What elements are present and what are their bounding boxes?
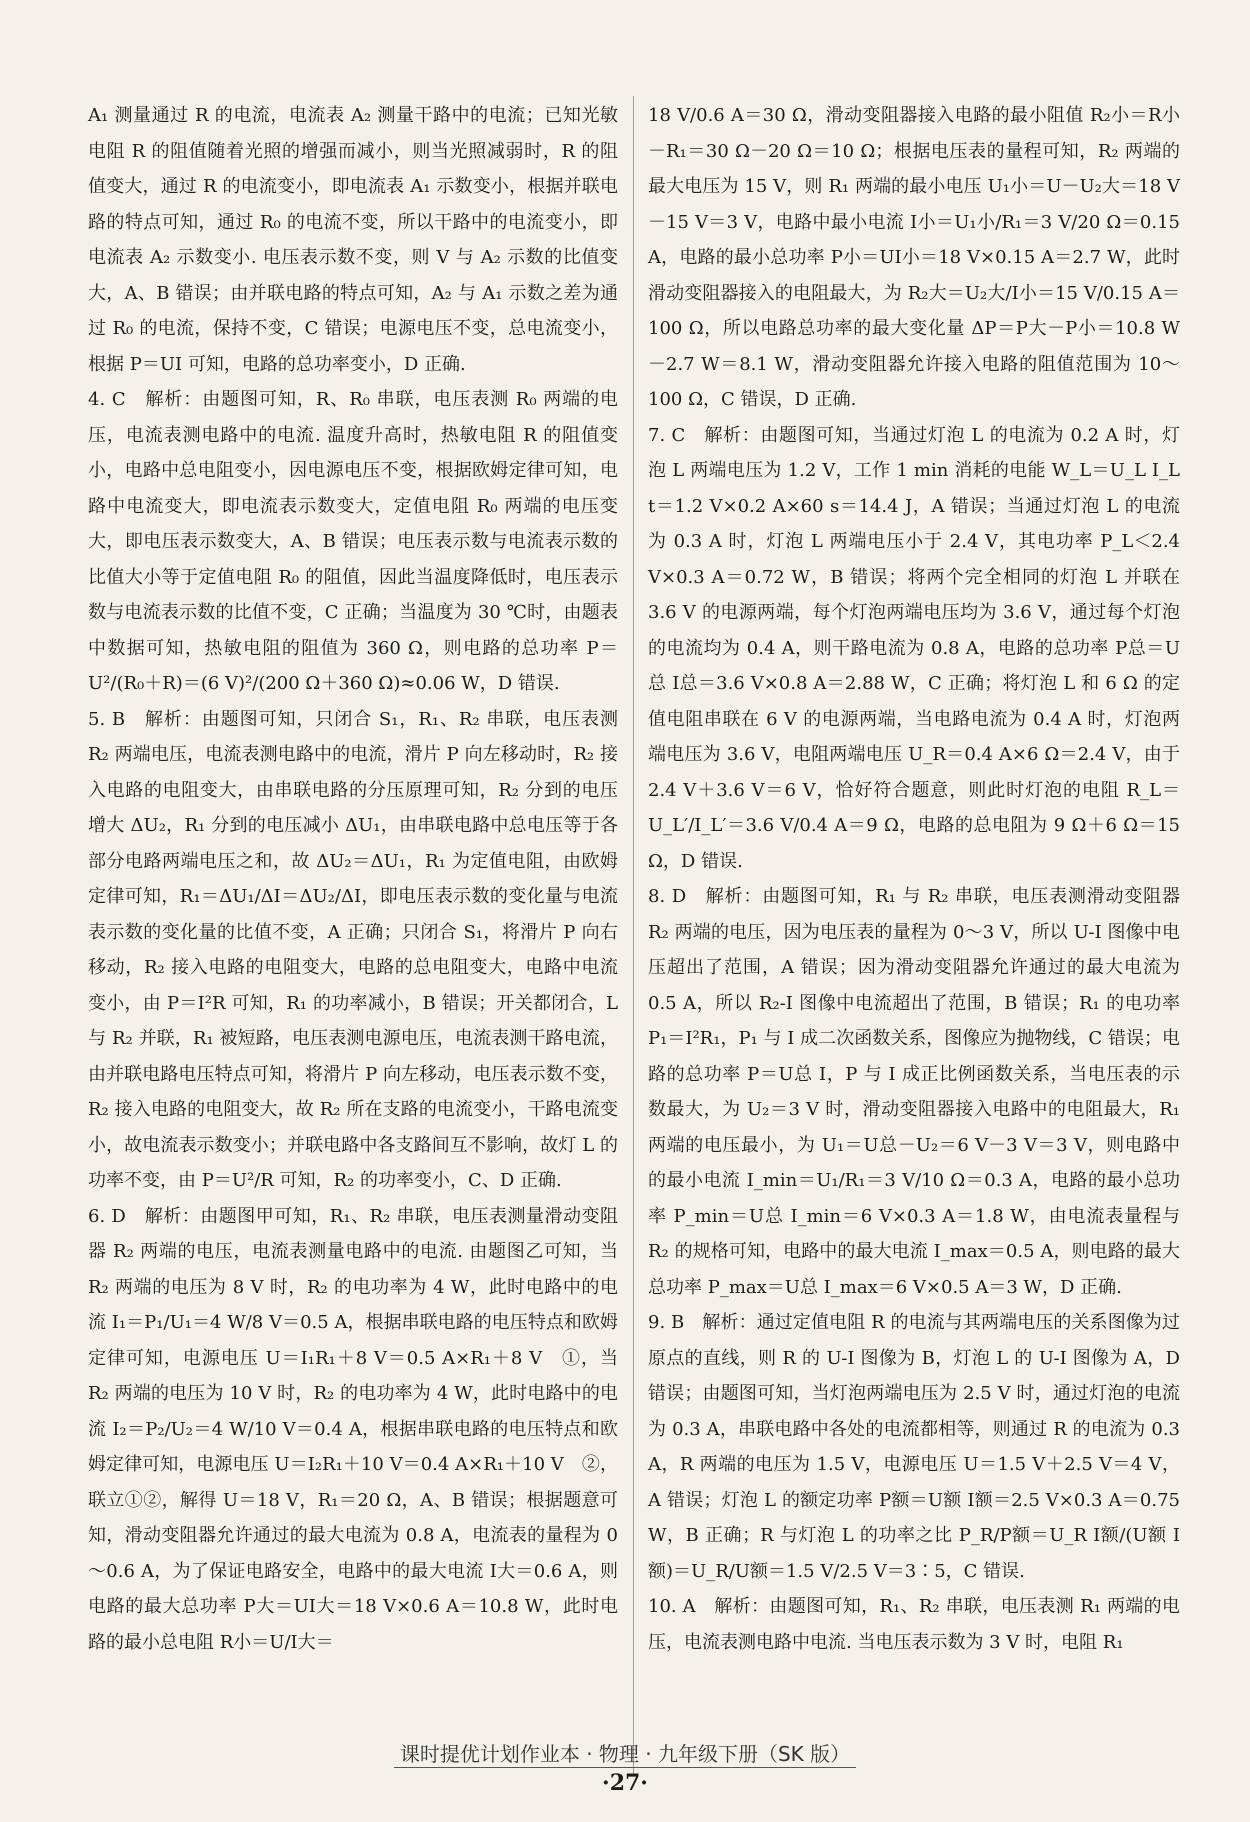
answer-6: 6. D 解析：由题图甲可知，R₁、R₂ 串联，电压表测量滑动变阻器 R₂ 两端的电压，电流表测量电路中的电流. 由题图乙可知，当 R₂ 两端的电压为 8 V 时，R₂ 的电功率为 4 W，此时电路中的电流 I₁＝P₁/U₁＝4 W/8 V＝0.5 A，根据串联电路的电压特点和欧姆定律可知，电源电压 U＝I₁R₁＋8 V＝0.5 A×R₁＋8 V ①，当 R₂ 两端的电压为 10 V 时，R₂ 的电功率为 4 W，此时电路中的电流 I₂＝P₂/U₂＝4 W/10 V＝0.4 A，根据串联电路的电压特点和欧姆定律可知，电源电压 U＝I₂R₁＋10 V＝0.4 A×R₁＋10 V ②，联立①②，解得 U＝18 V，R₁＝20 Ω，A、B 错误；根据题意可知，滑动变阻器允许通过的最大电流为 0.8 A，电流表的量程为 0～0.6 A，为了保证电路安全，电路中的最大电流 I大＝0.6 A，则电路的最大总功率 P大＝UI大＝18 V×0.6 A＝10.8 W，此时电路的最小总电阻 R小＝U/I大＝ [88,1205,618,1653]
column-divider [633,96,634,1776]
answer-6-continued: 18 V/0.6 A＝30 Ω，滑动变阻器接入电路的最小阻值 R₂小＝R小－R₁＝30 Ω－20 Ω＝10 Ω；根据电压表的量程可知，R₂ 两端的最大电压为 15 V，则 R₁ 两端的最小电压 U₁小＝U－U₂大＝18 V－15 V＝3 V，电路中最小电流 I小＝U₁小/R₁＝3 V/20 Ω＝0.15 A，电路的最小总功率 P小＝UI小＝18 V×0.15 A＝2.7 W，此时滑动变阻器接入的电阻最大，为 R₂大＝U₂大/I小＝15 V/0.15 A＝100 Ω，所以电路总功率的最大变化量 ΔP＝P大－P小＝10.8 W－2.7 W＝8.1 W，滑动变阻器允许接入电路的阻值范围为 10～100 Ω，C 错误，D 正确. [648,105,1180,410]
left-column [88,98,618,1660]
right-column [648,98,1180,1660]
page-number: ·27· [602,1770,648,1796]
answer-5: 5. B 解析：由题图可知，只闭合 S₁，R₁、R₂ 串联，电压表测 R₂ 两端电压，电流表测电路中的电流，滑片 P 向左移动时，R₂ 接入电路的电阻变大，由串联电路的分压原理可知，R₂ 分到的电压增大 ΔU₂，R₁ 分到的电压减小 ΔU₁，由串联电路中总电压等于各部分电路两端电压之和，故 ΔU₂＝ΔU₁，R₁ 为定值电阻，由欧姆定律可知，R₁＝ΔU₁/ΔI＝ΔU₂/ΔI，即电压表示数的变化量与电流表示数的变化量的比值不变，A 正确；只闭合 S₁，将滑片 P 向右移动，R₂ 接入电路的电阻变大，电路的总电阻变大，电路中电流变小，由 P＝I²R 可知，R₁ 的功率减小，B 错误；开关都闭合，L 与 R₂ 并联，R₁ 被短路，电压表测电源电压，电流表测干路电流，由并联电路电压特点可知，将滑片 P 向左移动，电压表示数不变，R₂ 接入电路的电阻变大，故 R₂ 所在支路的电流变小，干路电流变小，故电流表示数变小；并联电路中各支路间互不影响，故灯 L 的功率不变，由 P＝U²/R 可知，R₂ 的功率变小，C、D 正确. [88,708,618,1191]
answer-10: 10. A 解析：由题图可知，R₁、R₂ 串联，电压表测 R₁ 两端的电压，电流表测电路中电流. 当电压表示数为 3 V 时，电阻 R₁ [648,1596,1180,1653]
answer-4: 4. C 解析：由题图可知，R、R₀ 串联，电压表测 R₀ 两端的电压，电流表测电路中的电流. 温度升高时，热敏电阻 R 的阻值变小，电路中总电阻变小，因电源电压不变，根据欧姆定律可知，电路中电流变大，即电流表示数变大，定值电阻 R₀ 两端的电压变大，即电压表示数变大，A、B 错误；电压表示数与电流表示数的比值大小等于定值电阻 R₀ 的阻值，因此当温度降低时，电压表示数与电流表示数的比值不变，C 正确；当温度为 30 ℃时，由题表中数据可知，热敏电阻的阻值为 360 Ω，则电路的总功率 P＝U²/(R₀＋R)＝(6 V)²/(200 Ω＋360 Ω)≈0.06 W，D 错误. [88,389,618,694]
answer-8: 8. D 解析：由题图可知，R₁ 与 R₂ 串联，电压表测滑动变阻器 R₂ 两端的电压，因为电压表的量程为 0～3 V，所以 U-I 图像中电压超出了范围，A 错误；因为滑动变阻器允许通过的最大电流为 0.5 A，所以 R₂-I 图像中电流超出了范围，B 错误；R₁ 的电功率 P₁＝I²R₁，P₁ 与 I 成二次函数关系，图像应为抛物线，C 错误；电路的总功率 P＝U总 I，P 与 I 成正比例函数关系，当电压表的示数最大，为 U₂＝3 V 时，滑动变阻器接入电路中的电阻最大，R₁ 两端的电压最小，为 U₁＝U总－U₂＝6 V－3 V＝3 V，则电路中的最小电流 I_min＝U₁/R₁＝3 V/10 Ω＝0.3 A，电路的最小总功率 P_min＝U总 I_min＝6 V×0.3 A＝1.8 W，由电流表量程与 R₂ 的规格可知，电路中的最大电流 I_max＝0.5 A，则电路的最大总功率 P_max＝U总 I_max＝6 V×0.5 A＝3 W，D 正确. [648,886,1180,1298]
answer-9: 9. B 解析：通过定值电阻 R 的电流与其两端电压的关系图像为过原点的直线，则 R 的 U-I 图像为 B，灯泡 L 的 U-I 图像为 A，D 错误；由题图可知，当灯泡两端电压为 2.5 V 时，通过灯泡的电流为 0.3 A，串联电路中各处的电流都相等，则通过 R 的电流为 0.3 A，R 两端的电压为 1.5 V，电源电压 U＝1.5 V＋2.5 V＝4 V，A 错误；灯泡 L 的额定功率 P额＝U额 I额＝2.5 V×0.3 A＝0.75 W，B 正确；R 与灯泡 L 的功率之比 P_R/P额＝U_R I额/(U额 I额)＝U_R/U额＝1.5 V/2.5 V＝3∶5，C 错误. [648,1312,1180,1582]
page-footer [0,1738,1250,1768]
answer-3-continued: A₁ 测量通过 R 的电流，电流表 A₂ 测量干路中的电流；已知光敏电阻 R 的阻值随着光照的增强而减小，则当光照减弱时，R 的阻值变大，通过 R 的电流变小，即电流表 A₁ 示数变小，根据并联电路的特点可知，通过 R₀ 的电流不变，所以干路中的电流变小，即电流表 A₂ 示数变小. 电压表示数不变，则 V 与 A₂ 示数的比值变大，A、B 错误；由并联电路的特点可知，A₂ 与 A₁ 示数之差为通过 R₀ 的电流，保持不变，C 错误；电源电压不变，总电流变小，根据 P＝UI 可知，电路的总功率变小，D 正确. [88,105,618,375]
answer-7: 7. C 解析：由题图可知，当通过灯泡 L 的电流为 0.2 A 时，灯泡 L 两端电压为 1.2 V，工作 1 min 消耗的电能 W_L＝U_L I_L t＝1.2 V×0.2 A×60 s＝14.4 J，A 错误；当通过灯泡 L 的电流为 0.3 A 时，灯泡 L 两端电压小于 2.4 V，其电功率 P_L＜2.4 V×0.3 A＝0.72 W，B 错误；将两个完全相同的灯泡 L 并联在 3.6 V 的电源两端，每个灯泡两端电压均为 3.6 V，通过每个灯泡的电流均为 0.4 A，则干路电流为 0.8 A，电路的总功率 P总＝U总 I总＝3.6 V×0.8 A＝2.88 W，C 正确；将灯泡 L 和 6 Ω 的定值电阻串联在 6 V 的电源两端，当电路电流为 0.4 A 时，灯泡两端电压为 3.6 V，电阻两端电压 U_R＝0.4 A×6 Ω＝2.4 V，由于 2.4 V＋3.6 V＝6 V，恰好符合题意，则此时灯泡的电阻 R_L＝U_L′/I_L′＝3.6 V/0.4 A＝9 Ω，电路的总电阻为 9 Ω＋6 Ω＝15 Ω，D 错误. [648,424,1180,872]
book-title: 课时提优计划作业本 · 物理 · 九年级下册（SK 版） [394,1738,856,1768]
